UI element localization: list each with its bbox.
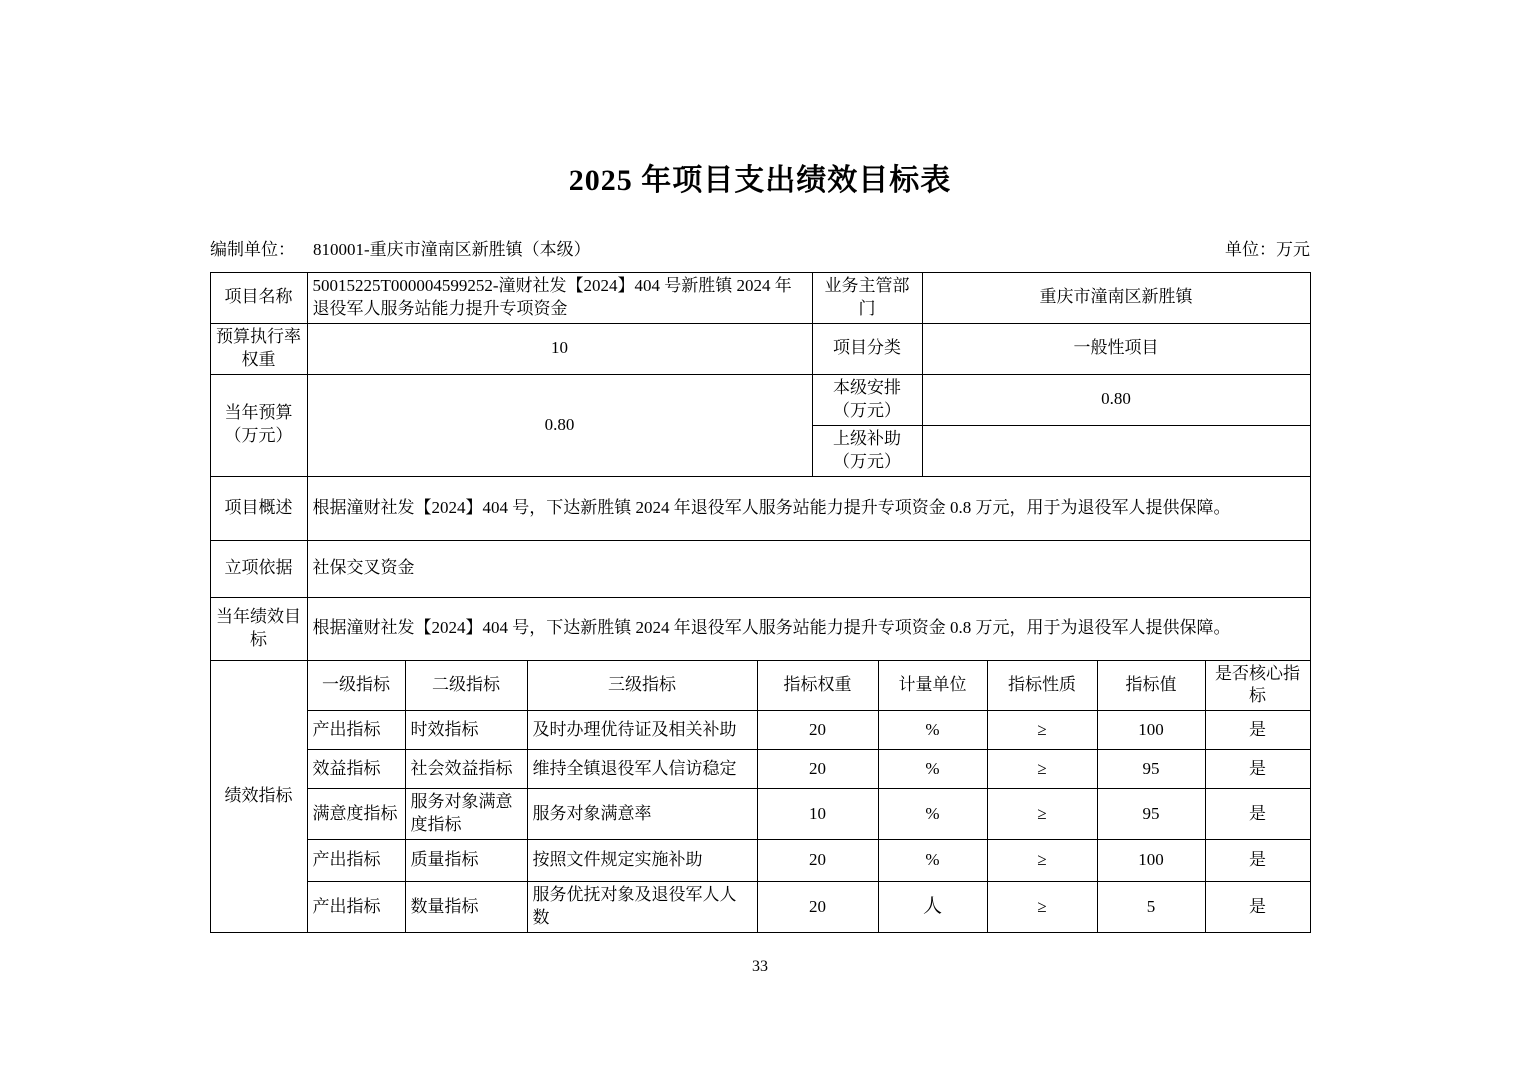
indicator-row bbox=[210, 882, 1310, 933]
indicator-value: 95 bbox=[1097, 750, 1205, 789]
indicator-value: 5 bbox=[1097, 882, 1205, 933]
indicator-core: 是 bbox=[1205, 840, 1310, 882]
superior-subsidy-label: 上级补助（万元） bbox=[812, 425, 922, 476]
indicator-level1: 产出指标 bbox=[307, 840, 405, 882]
indicators-section-label: 绩效指标 bbox=[210, 660, 307, 933]
unit-note: 单位：万元 bbox=[1225, 240, 1310, 259]
indicator-core: 是 bbox=[1205, 750, 1310, 789]
meta-row bbox=[210, 235, 1310, 260]
indicator-level3: 及时办理优待证及相关补助 bbox=[527, 711, 757, 750]
local-arrange-label: 本级安排（万元） bbox=[812, 374, 922, 425]
indicator-row bbox=[210, 789, 1310, 840]
indicator-weight: 20 bbox=[757, 840, 878, 882]
indicator-level2: 时效指标 bbox=[405, 711, 527, 750]
header-unit: 计量单位 bbox=[878, 660, 987, 711]
indicator-value: 95 bbox=[1097, 789, 1205, 840]
prepared-by-value: 810001-重庆市潼南区新胜镇（本级） bbox=[313, 240, 591, 259]
basis-value: 社保交叉资金 bbox=[307, 540, 1310, 597]
indicator-level2: 质量指标 bbox=[405, 840, 527, 882]
local-arrange-value: 0.80 bbox=[922, 374, 1310, 425]
indicator-level3: 维持全镇退役军人信访稳定 bbox=[527, 750, 757, 789]
indicator-level1: 满意度指标 bbox=[307, 789, 405, 840]
project-name-label: 项目名称 bbox=[210, 273, 307, 324]
indicator-nature: ≥ bbox=[987, 750, 1097, 789]
indicator-core: 是 bbox=[1205, 789, 1310, 840]
annual-budget-value: 0.80 bbox=[307, 374, 812, 476]
superior-subsidy-value bbox=[922, 425, 1310, 476]
indicators-header-row bbox=[210, 660, 1310, 711]
table-row bbox=[210, 273, 1310, 324]
goal-label: 当年绩效目标 bbox=[210, 597, 307, 660]
indicator-row bbox=[210, 840, 1310, 882]
indicator-level3: 服务对象满意率 bbox=[527, 789, 757, 840]
indicator-core: 是 bbox=[1205, 882, 1310, 933]
indicator-level3: 服务优抚对象及退役军人人数 bbox=[527, 882, 757, 933]
indicator-unit: % bbox=[878, 789, 987, 840]
prepared-by-label: 编制单位： bbox=[210, 240, 295, 259]
indicator-level1: 产出指标 bbox=[307, 711, 405, 750]
page-number: 33 bbox=[752, 958, 768, 975]
indicator-unit: % bbox=[878, 840, 987, 882]
project-name-value: 50015225T000004599252-潼财社发【2024】404 号新胜镇 2024 年退役军人服务站能力提升专项资金 bbox=[307, 273, 812, 324]
basis-label: 立项依据 bbox=[210, 540, 307, 597]
annual-budget-label: 当年预算（万元） bbox=[210, 374, 307, 476]
header-level2: 二级指标 bbox=[405, 660, 527, 711]
indicator-nature: ≥ bbox=[987, 840, 1097, 882]
header-nature: 指标性质 bbox=[987, 660, 1097, 711]
table-row bbox=[210, 323, 1310, 374]
header-value: 指标值 bbox=[1097, 660, 1205, 711]
goal-value: 根据潼财社发【2024】404 号，下达新胜镇 2024 年退役军人服务站能力提升专项资金 0.8 万元，用于为退役军人提供保障。 bbox=[307, 597, 1310, 660]
header-weight: 指标权重 bbox=[757, 660, 878, 711]
summary-value: 根据潼财社发【2024】404 号，下达新胜镇 2024 年退役军人服务站能力提升专项资金 0.8 万元，用于为退役军人提供保障。 bbox=[307, 476, 1310, 540]
indicator-weight: 20 bbox=[757, 882, 878, 933]
dept-label: 业务主管部门 bbox=[812, 273, 922, 324]
indicator-value: 100 bbox=[1097, 840, 1205, 882]
indicator-weight: 20 bbox=[757, 711, 878, 750]
header-level3: 三级指标 bbox=[527, 660, 757, 711]
indicator-weight: 10 bbox=[757, 789, 878, 840]
indicator-level2: 服务对象满意度指标 bbox=[405, 789, 527, 840]
indicator-core: 是 bbox=[1205, 711, 1310, 750]
indicator-level1: 效益指标 bbox=[307, 750, 405, 789]
indicator-row bbox=[210, 711, 1310, 750]
summary-label: 项目概述 bbox=[210, 476, 307, 540]
indicator-nature: ≥ bbox=[987, 882, 1097, 933]
dept-value: 重庆市潼南区新胜镇 bbox=[922, 273, 1310, 324]
indicator-weight: 20 bbox=[757, 750, 878, 789]
indicator-level2: 社会效益指标 bbox=[405, 750, 527, 789]
indicators-table bbox=[210, 660, 1311, 934]
indicator-unit: % bbox=[878, 711, 987, 750]
page-title: 2025 年项目支出绩效目标表 bbox=[568, 164, 952, 197]
budget-rate-value: 10 bbox=[307, 323, 812, 374]
table-row bbox=[210, 597, 1310, 660]
indicator-unit: 人 bbox=[878, 882, 987, 933]
table-row bbox=[210, 374, 1310, 425]
prepared-by bbox=[210, 235, 591, 260]
indicator-unit: % bbox=[878, 750, 987, 789]
indicator-value: 100 bbox=[1097, 711, 1205, 750]
header-level1: 一级指标 bbox=[307, 660, 405, 711]
indicator-level2: 数量指标 bbox=[405, 882, 527, 933]
table-row bbox=[210, 540, 1310, 597]
indicator-row bbox=[210, 750, 1310, 789]
indicator-level3: 按照文件规定实施补助 bbox=[527, 840, 757, 882]
table-row bbox=[210, 476, 1310, 540]
project-overview-table bbox=[210, 272, 1311, 661]
indicator-nature: ≥ bbox=[987, 789, 1097, 840]
indicator-nature: ≥ bbox=[987, 711, 1097, 750]
category-label: 项目分类 bbox=[812, 323, 922, 374]
header-core: 是否核心指标 bbox=[1205, 660, 1310, 711]
budget-rate-label: 预算执行率权重 bbox=[210, 323, 307, 374]
category-value: 一般性项目 bbox=[922, 323, 1310, 374]
indicator-level1: 产出指标 bbox=[307, 882, 405, 933]
